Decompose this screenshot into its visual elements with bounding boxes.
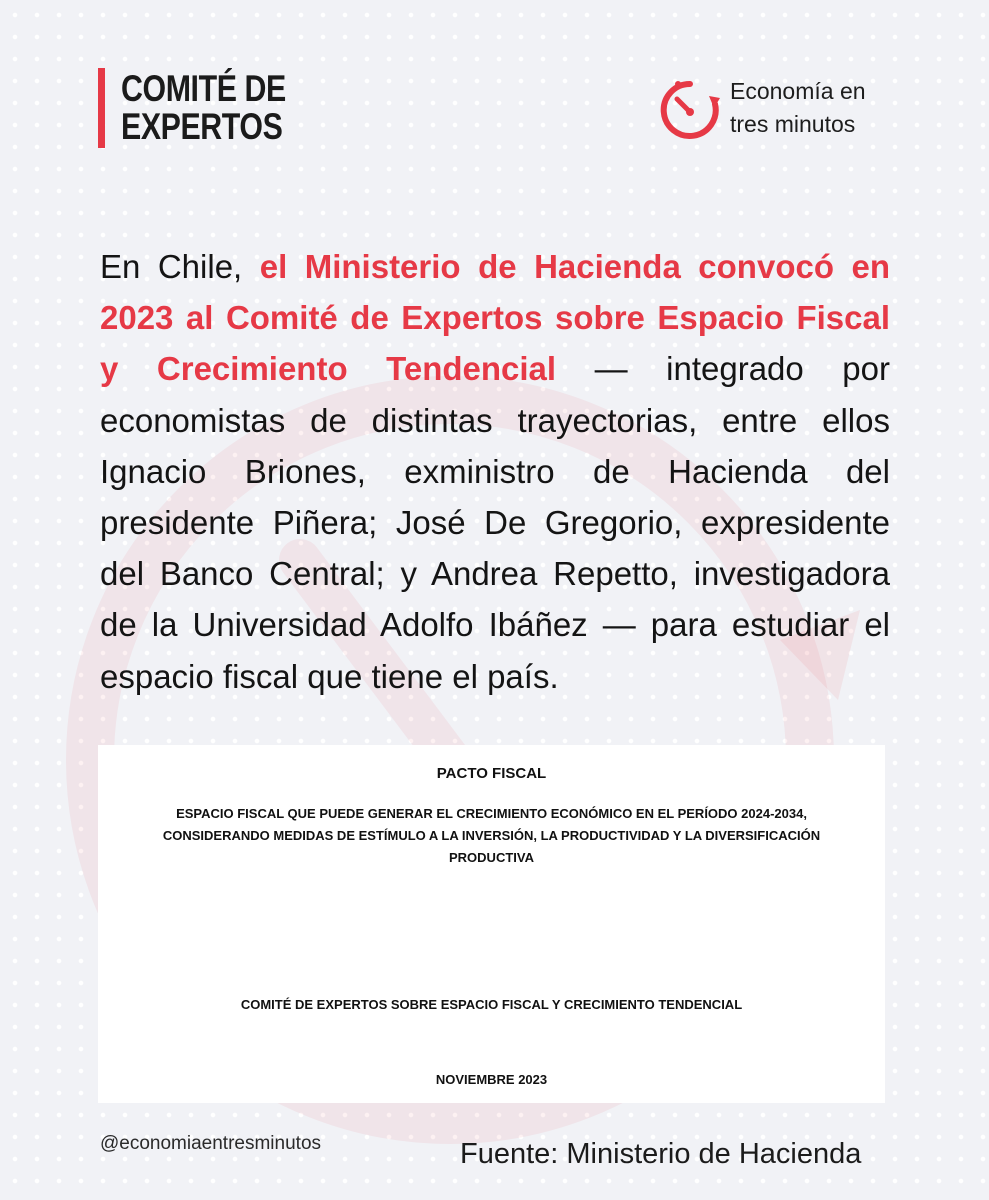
paragraph-rest: — integrado por economistas de distintas trayectorias, entre ellos Ignacio Briones, exministro de Hacienda del presidente Piñera; José De Gregorio, expresidente del Banco Central; y Andrea Repetto, investigadora de la Universidad Adolfo Ibáñez — para estudiar el espacio fiscal que tiene el país. [100,350,890,695]
paragraph-highlight: el Ministerio de Hacienda convocó en 2023 al Comité de Expertos sobre Espacio Fiscal y Crecimiento Tendencial [100,248,890,388]
report-committee: COMITÉ DE EXPERTOS SOBRE ESPACIO FISCAL Y CRECIMIENTO TENDENCIAL [240,997,743,1012]
source-credit: Fuente: Ministerio de Hacienda [460,1138,862,1170]
report-subtitle: ESPACIO FISCAL QUE PUEDE GENERAR EL CRECIMIENTO ECONÓMICO EN EL PERÍODO 2024-2034, CONSIDERANDO MEDIDAS DE ESTÍMULO A LA INVERSIÓN, LA PRODUCTIVIDAD Y LA DIVERSIFICACIÓN PRODUCTIVA [162,806,821,865]
clock-arrow-icon [658,74,722,142]
report-cover-card [98,745,885,1103]
economia-tres-minutos-logo [658,74,866,142]
comite-expertos-logo [98,68,322,148]
report-title: PACTO FISCAL [436,765,547,782]
logo-accent-bar [98,68,105,148]
brand-name [730,75,866,141]
brand-name-line-1: Economía en [730,78,866,104]
social-handle: @economiaentresminutos [100,1133,322,1154]
main-paragraph [100,241,890,702]
logo-line-1: COMITÉ DE [121,68,286,109]
report-date: NOVIEMBRE 2023 [435,1072,548,1087]
brand-name-line-2: tres minutos [730,111,856,137]
paragraph-intro: En Chile, [100,248,260,285]
logo-text [121,68,322,148]
logo-line-2: EXPERTOS [121,106,283,147]
